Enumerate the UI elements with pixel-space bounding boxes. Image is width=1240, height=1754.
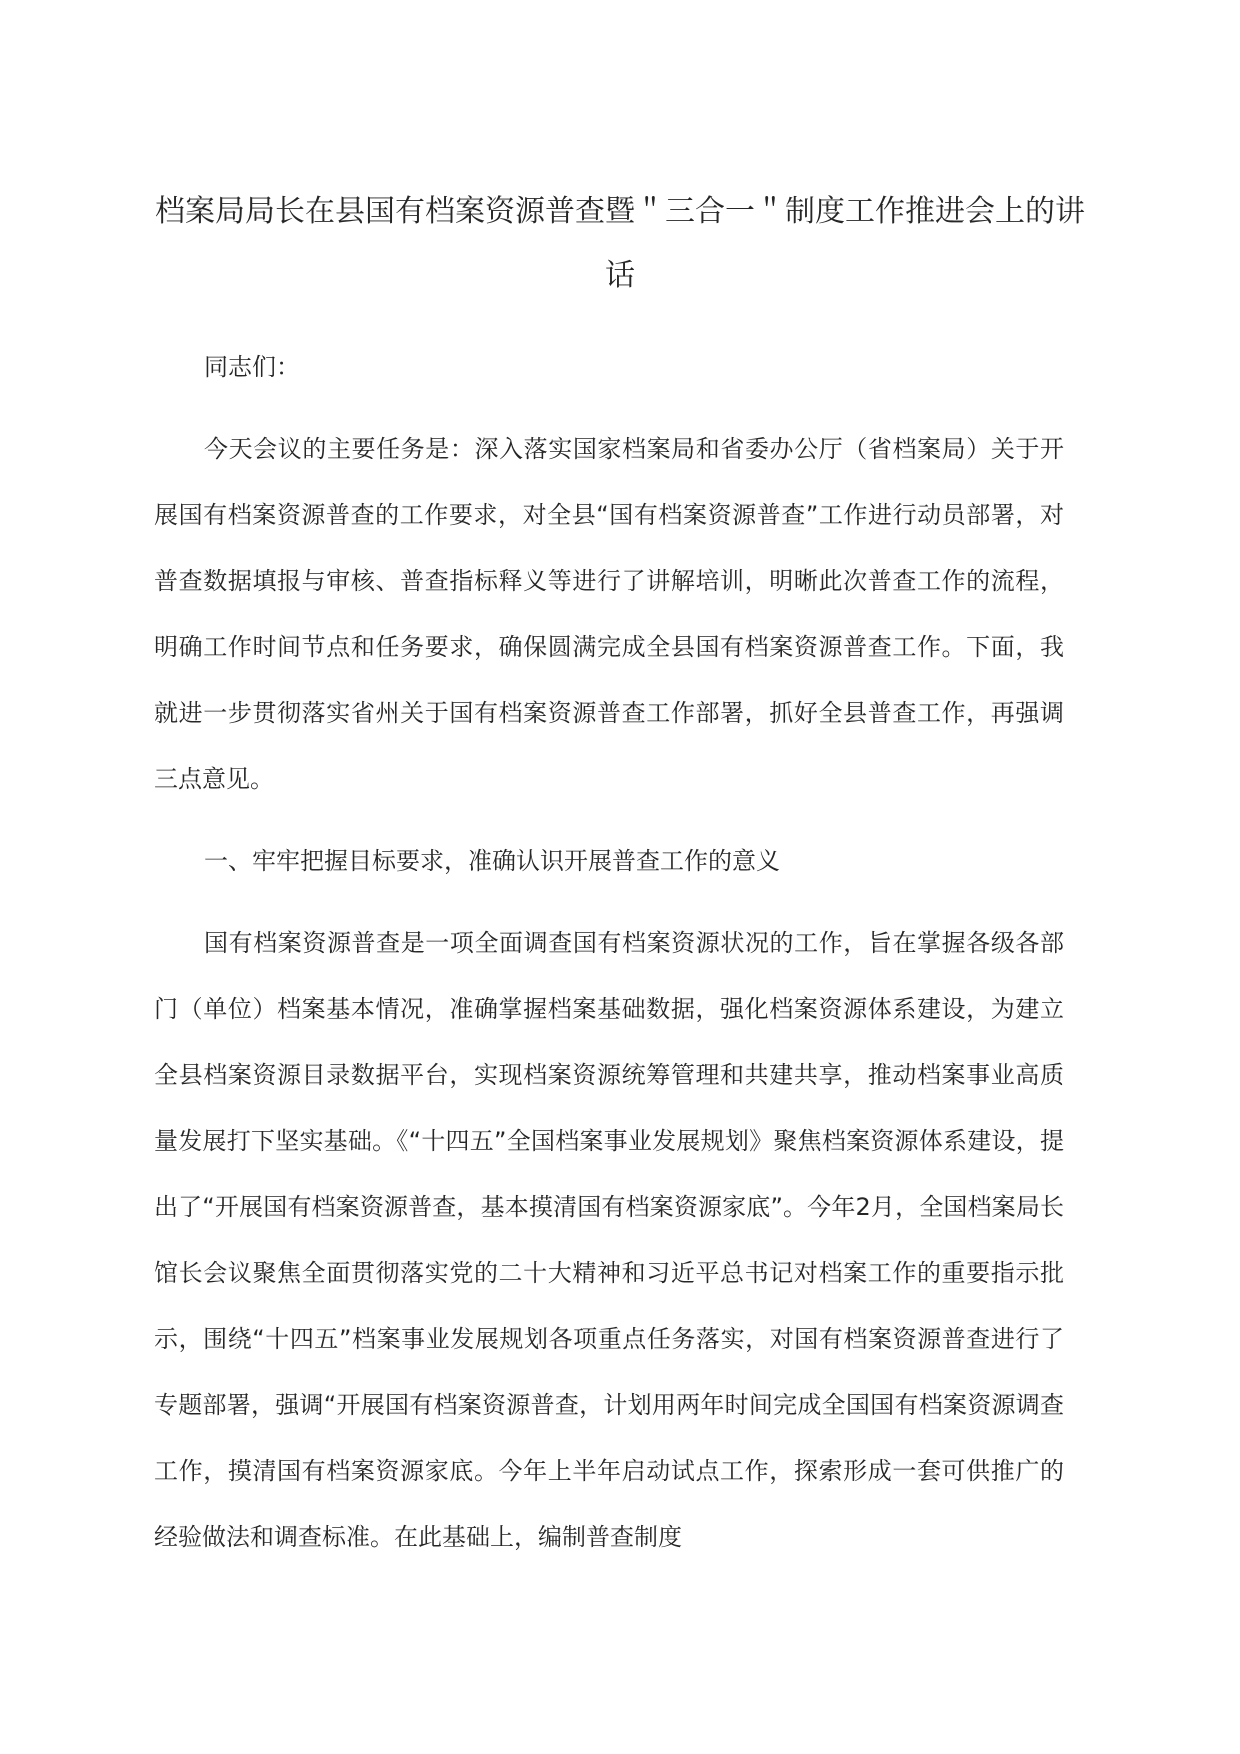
section-heading-1: 一、牢牢把握目标要求，准确认识开展普查工作的意义 <box>204 847 780 875</box>
paragraph-section-1: 国有档案资源普查是一项全面调查国有档案资源状况的工作，旨在掌握各级各部门（单位）档案基本情况，准确掌握档案基础数据，强化档案资源体系建设，为建立全县档案资源目录数据平台，实现档案资源统筹管理和共建共享，推动档案事业高质量发展打下坚实基础。《“十四五”全国档案事业发展规划》聚焦档案资源体系建设，提出了“开展国有档案资源普查，基本摸清国有档案资源家底”。今年2月，全国档案局长馆长会议聚焦全面贯彻落实党的二十大精神和习近平总书记对档案工作的重要指示批示，围绕“十四五”档案事业发展规划各项重点任务落实，对国有档案资源普查进行了专题部署，强调“开展国有档案资源普查，计划用两年时间完成全国国有档案资源调查工作，摸清国有档案资源家底。今年上半年启动试点工作，探索形成一套可供推广的经验做法和调查标准。在此基础上，编制普查制度 <box>154 929 1064 1551</box>
document-body <box>154 334 1064 1586</box>
salutation: 同志们： <box>204 353 300 381</box>
document-title: 档案局局长在县国有档案资源普查暨＂三合一＂制度工作推进会上的讲话 <box>155 194 1085 293</box>
paragraph-intro: 今天会议的主要任务是：深入落实国家档案局和省委办公厅（省档案局）关于开展国有档案资源普查的工作要求，对全县“国有档案资源普查”工作进行动员部署，对普查数据填报与审核、普查指标释义等进行了讲解培训，明晰此次普查工作的流程，明确工作时间节点和任务要求，确保圆满完成全县国有档案资源普查工作。下面，我就进一步贯彻落实省州关于国有档案资源普查工作部署，抓好全县普查工作，再强调三点意见。 <box>154 435 1064 793</box>
